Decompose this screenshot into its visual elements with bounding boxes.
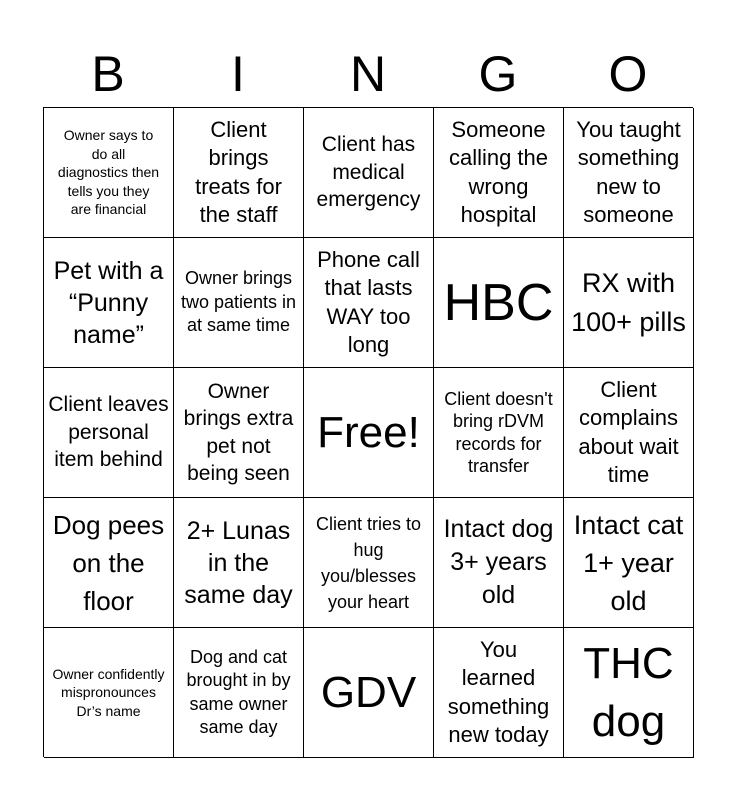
bingo-square[interactable] bbox=[304, 108, 434, 238]
bingo-card-grid bbox=[43, 107, 693, 757]
bingo-square-text: Owner confidently mispronounces Dr’s name bbox=[52, 665, 165, 719]
bingo-square-text: Owner brings two patients in at same time bbox=[180, 268, 297, 336]
bingo-square[interactable] bbox=[44, 368, 174, 498]
header-letter-n: N bbox=[349, 46, 387, 102]
bingo-square-text: Client brings treats for the staff bbox=[195, 116, 282, 227]
bingo-square[interactable] bbox=[564, 498, 694, 628]
bingo-square[interactable] bbox=[434, 238, 564, 368]
bingo-square-text: You taught something new to someone bbox=[576, 116, 681, 227]
bingo-square-text: GDV bbox=[320, 667, 417, 717]
bingo-square[interactable] bbox=[564, 368, 694, 498]
bingo-square[interactable] bbox=[564, 238, 694, 368]
bingo-square-text: Client complains about wait time bbox=[578, 376, 679, 487]
bingo-square-text: THC dog bbox=[583, 638, 674, 746]
bingo-square-text: Owner says to do all diagnostics then tells you they are financial bbox=[57, 127, 160, 218]
bingo-square[interactable] bbox=[44, 628, 174, 758]
bingo-square[interactable] bbox=[44, 498, 174, 628]
bingo-square-text: You learned something new today bbox=[447, 636, 550, 747]
bingo-square-text: Client doesn't bring rDVM records for transfer bbox=[444, 388, 553, 476]
bingo-square-text: Intact dog 3+ years old bbox=[443, 515, 554, 609]
bingo-square[interactable] bbox=[304, 498, 434, 628]
bingo-square[interactable] bbox=[174, 368, 304, 498]
bingo-square[interactable] bbox=[44, 108, 174, 238]
bingo-square[interactable] bbox=[434, 108, 564, 238]
bingo-square-text: Someone calling the wrong hospital bbox=[448, 116, 549, 227]
header-letter-g: G bbox=[478, 46, 518, 102]
bingo-square[interactable] bbox=[434, 368, 564, 498]
bingo-square[interactable] bbox=[434, 498, 564, 628]
bingo-square[interactable] bbox=[304, 628, 434, 758]
bingo-square-text: Client has medical emergency bbox=[316, 133, 421, 212]
bingo-square-text: 2+ Lunas in the same day bbox=[184, 516, 293, 609]
bingo-square[interactable] bbox=[44, 238, 174, 368]
bingo-square[interactable] bbox=[304, 238, 434, 368]
bingo-square[interactable] bbox=[174, 238, 304, 368]
bingo-square-text: Intact cat 1+ year old bbox=[573, 509, 684, 616]
bingo-header bbox=[43, 40, 693, 108]
bingo-square[interactable] bbox=[174, 108, 304, 238]
bingo-square-text: RX with 100+ pills bbox=[571, 267, 686, 337]
header-letter-o: O bbox=[608, 46, 648, 102]
header-letter-b: B bbox=[91, 46, 125, 102]
bingo-square-text: Pet with a “Punny name” bbox=[53, 256, 164, 349]
bingo-square-text: Dog and cat brought in by same owner same day bbox=[186, 646, 291, 737]
bingo-square[interactable] bbox=[174, 498, 304, 628]
bingo-square free-space[interactable] bbox=[304, 368, 434, 498]
bingo-square-text: Dog pees on the floor bbox=[52, 509, 165, 616]
bingo-square-text: HBC bbox=[443, 273, 554, 332]
bingo-square[interactable] bbox=[174, 628, 304, 758]
header-letter-i: I bbox=[231, 46, 245, 102]
free-space-text: Free! bbox=[317, 407, 420, 457]
bingo-square[interactable] bbox=[564, 628, 694, 758]
bingo-square[interactable] bbox=[434, 628, 564, 758]
bingo-square-text: Phone call that lasts WAY too long bbox=[317, 246, 420, 357]
bingo-square[interactable] bbox=[564, 108, 694, 238]
bingo-square-text: Owner brings extra pet not being seen bbox=[183, 379, 294, 485]
bingo-square-text: Client tries to hug you/blesses your heart bbox=[315, 513, 422, 612]
bingo-square-text: Client leaves personal item behind bbox=[48, 393, 169, 472]
